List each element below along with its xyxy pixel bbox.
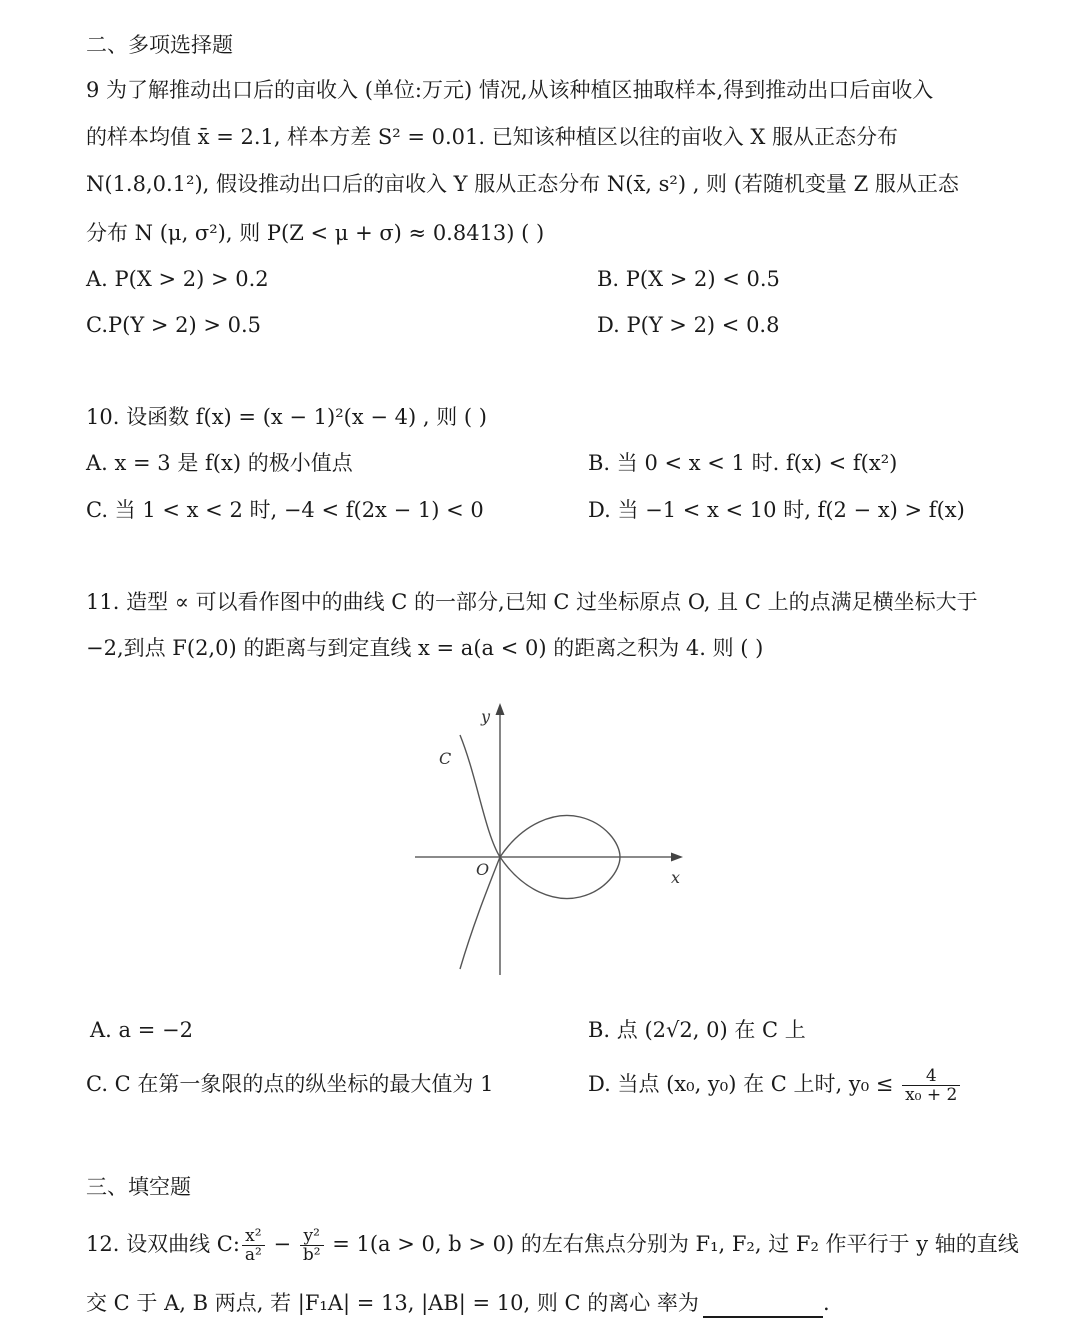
- section-title-multiple-choice: 二、多项选择题: [86, 33, 233, 57]
- q12-stem-line-2: [86, 1288, 830, 1318]
- q12-fraction-y: [300, 1227, 324, 1264]
- q12-stem-line-1: [86, 1222, 1019, 1266]
- q11-option-d: [588, 1062, 962, 1106]
- q11-option-a: A. a = −2: [90, 1018, 193, 1042]
- q11-option-d-denominator: x₀ + 2: [902, 1085, 960, 1104]
- q9-stem-line-1: 9 为了解推动出口后的亩收入 (单位:万元) 情况,从该种植区抽取样本,得到推动出口后亩收入: [86, 78, 934, 102]
- q9-option-b: B. P(X > 2) < 0.5: [597, 267, 780, 291]
- q12-fraction-x-denominator: a²: [242, 1245, 265, 1264]
- q10-stem: 10. 设函数 f(x) = (x − 1)²(x − 4) , 则 ( ): [86, 405, 487, 429]
- q12-stem-rest: = 1(a > 0, b > 0) 的左右焦点分别为 F₁, F₂, 过 F₂ 作平行于 y 轴的直线: [332, 1232, 1019, 1256]
- q12-stem-line-2-text: 交 C 于 A, B 两点, 若 |F₁A| = 13, |AB| = 10, 则 C 的离心 率为: [86, 1291, 699, 1315]
- q12-fraction-x-numerator: x²: [245, 1226, 262, 1246]
- q11-option-d-numerator: 4: [925, 1066, 937, 1086]
- q12-prefix: 12. 设双曲线 C:: [86, 1232, 240, 1256]
- q11-option-c: C. C 在第一象限的点的纵坐标的最大值为 1: [86, 1072, 494, 1096]
- x-axis-label: x: [671, 868, 681, 887]
- q9-stem-line-2: 的样本均值 x̄ = 2.1, 样本方差 S² = 0.01. 已知该种植区以往的亩收入 X 服从正态分布: [86, 125, 899, 149]
- curve-c-left-branch: [460, 735, 500, 969]
- y-axis-label: y: [481, 707, 491, 726]
- q11-option-d-text: D. 当点 (x₀, y₀) 在 C 上时, y₀ ≤: [588, 1072, 894, 1096]
- q10-option-c: C. 当 1 < x < 2 时, −4 < f(2x − 1) < 0: [86, 498, 484, 522]
- q9-option-c: C.P(Y > 2) > 0.5: [86, 313, 262, 337]
- q12-fraction-y-numerator: y²: [303, 1226, 320, 1246]
- q11-curve-figure: [405, 695, 695, 985]
- section-title-fill-in-blank: 三、填空题: [86, 1175, 191, 1199]
- q12-fraction-y-denominator: b²: [300, 1245, 324, 1264]
- q11-option-b: B. 点 (2√2, 0) 在 C 上: [588, 1018, 806, 1042]
- q9-option-d: D. P(Y > 2) < 0.8: [597, 313, 780, 337]
- q10-option-a: A. x = 3 是 f(x) 的极小值点: [86, 451, 353, 475]
- q11-stem-line-1: 11. 造型 ∝ 可以看作图中的曲线 C 的一部分,已知 C 过坐标原点 O, 且 C 上的点满足横坐标大于: [86, 590, 978, 614]
- q12-period: .: [822, 1291, 830, 1315]
- q11-stem-line-2: −2,到点 F(2,0) 的距离与到定直线 x = a(a < 0) 的距离之积为 4. 则 ( ): [86, 636, 764, 660]
- q9-stem-line-3: N(1.8,0.1²), 假设推动出口后的亩收入 Y 服从正态分布 N(x̄, s²) , 则 (若随机变量 Z 服从正态: [86, 172, 959, 196]
- y-axis-arrow-icon: [496, 703, 505, 715]
- q10-option-d: D. 当 −1 < x < 10 时, f(2 − x) > f(x): [588, 498, 965, 522]
- q11-option-d-fraction: [902, 1067, 960, 1104]
- q10-option-b: B. 当 0 < x < 1 时. f(x) < f(x²): [588, 451, 898, 475]
- x-axis-arrow-icon: [671, 853, 683, 862]
- origin-label: O: [476, 860, 490, 879]
- q12-fraction-x: [242, 1227, 265, 1264]
- curve-c-label: C: [439, 749, 452, 768]
- q12-answer-blank[interactable]: [703, 1294, 823, 1318]
- q9-stem-line-4: 分布 N (μ, σ²), 则 P(Z < μ + σ) ≈ 0.8413) ( ): [86, 221, 545, 245]
- q9-option-a: A. P(X > 2) > 0.2: [86, 267, 269, 291]
- q12-minus-sign: −: [273, 1232, 292, 1256]
